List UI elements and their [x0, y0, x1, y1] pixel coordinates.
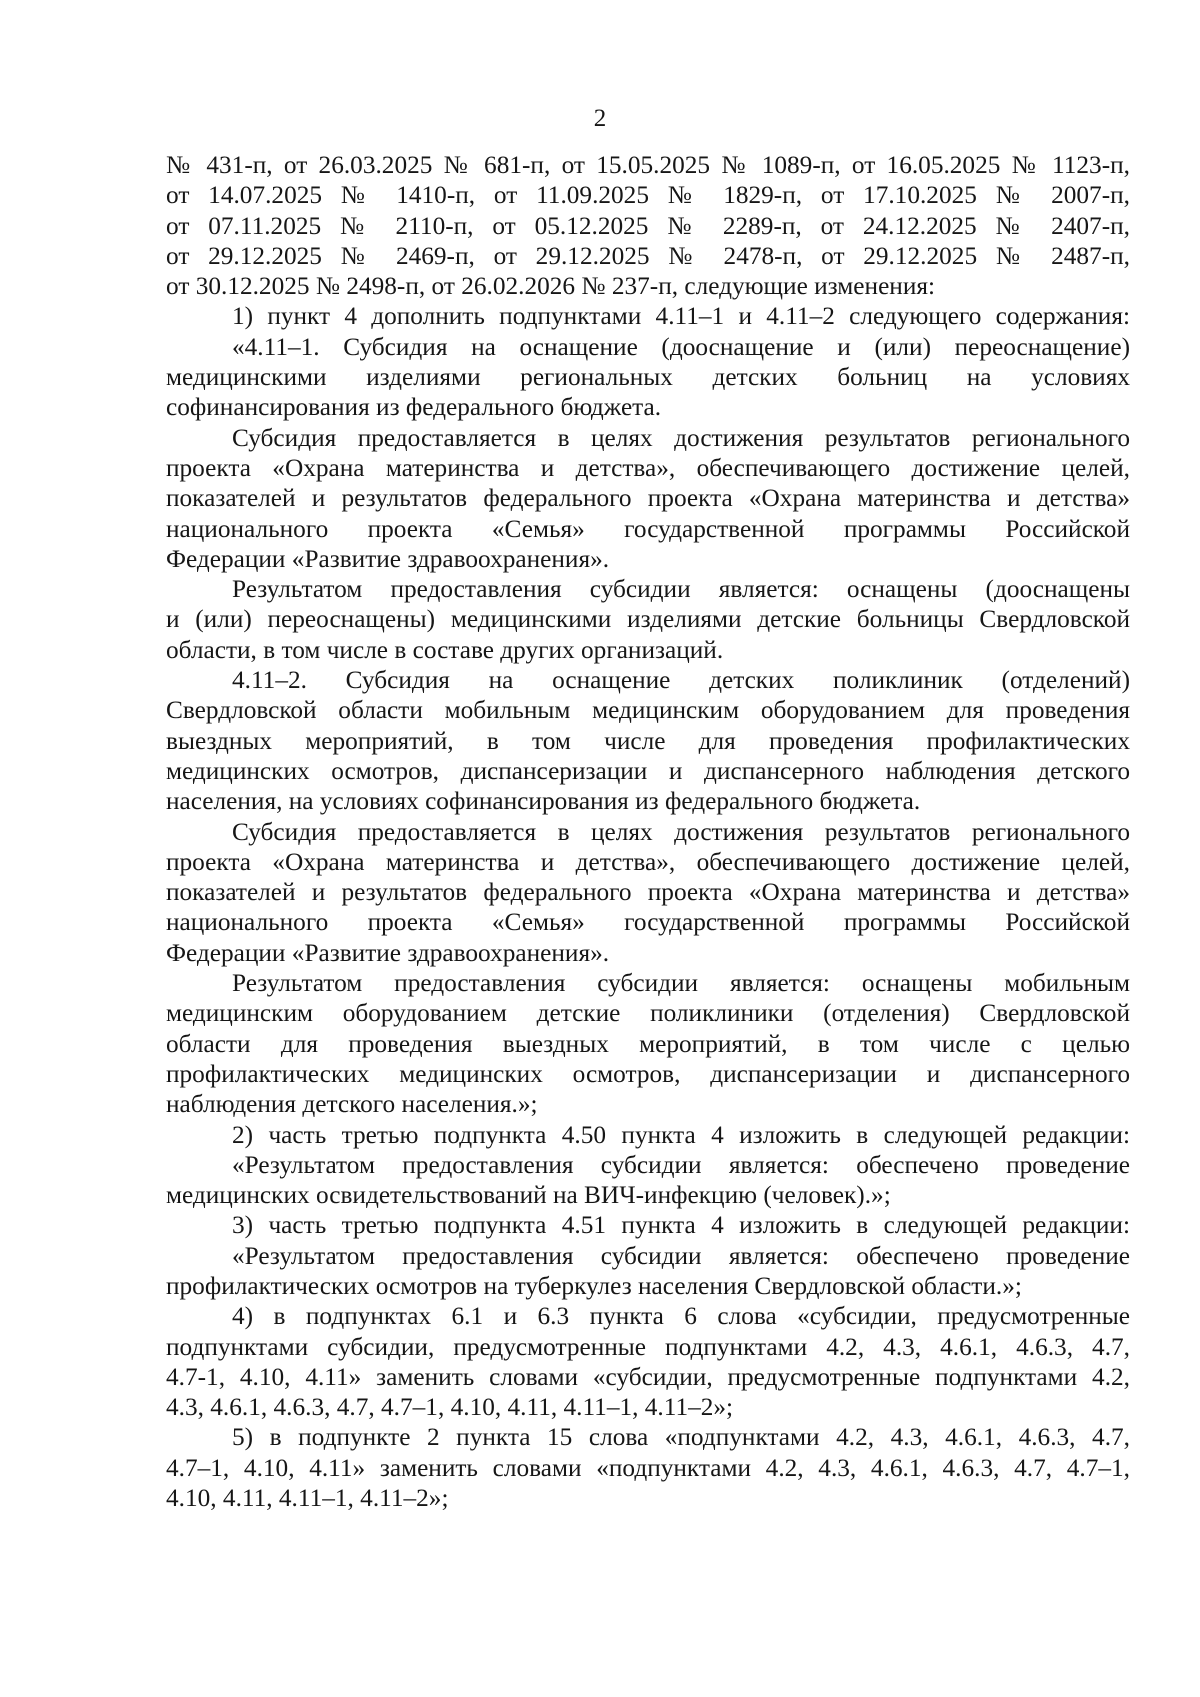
text-line: от 14.07.2025 № 1410-п, от 11.09.2025 № 1829-п, от 17.10.2025 № 2007-п,: [166, 181, 1130, 210]
text-line: выездных мероприятий, в том числе для проведения профилактических: [166, 726, 1130, 755]
text-line: медицинских освидетельствований на ВИЧ-инфекцию (человек).»;: [166, 1181, 891, 1210]
text-line: 4.11–2. Субсидия на оснащение детских поликлиник (отделений): [232, 666, 1130, 695]
text-line: «Результатом предоставления субсидии является: обеспечено проведение: [232, 1241, 1130, 1270]
text-line: 5) в подпункте 2 пункта 15 слова «подпунктами 4.2, 4.3, 4.6.1, 4.6.3, 4.7,: [232, 1423, 1130, 1452]
text-line: 4.3, 4.6.1, 4.6.3, 4.7, 4.7–1, 4.10, 4.11, 4.11–1, 4.11–2»;: [166, 1393, 734, 1422]
text-line: «Результатом предоставления субсидии является: обеспечено проведение: [232, 1150, 1130, 1179]
page-number: 2: [593, 105, 607, 132]
text-line: подпунктами субсидии, предусмотренные подпунктами 4.2, 4.3, 4.6.1, 4.6.3, 4.7,: [166, 1332, 1130, 1361]
text-line: медицинских осмотров, диспансеризации и диспансерного наблюдения детского: [166, 756, 1130, 785]
text-line: области, в том числе в составе других организаций.: [166, 635, 724, 664]
text-line: от 07.11.2025 № 2110-п, от 05.12.2025 № 2289-п, от 24.12.2025 № 2407-п,: [166, 211, 1130, 240]
text-line: Результатом предоставления субсидии является: оснащены (дооснащены: [232, 575, 1130, 604]
text-line: национального проекта «Семья» государственной программы Российской: [166, 514, 1130, 543]
text-line: 4.10, 4.11, 4.11–1, 4.11–2»;: [166, 1484, 449, 1513]
text-line: профилактических осмотров на туберкулез населения Свердловской области.»;: [166, 1271, 1022, 1300]
text-line: 4.7–1, 4.10, 4.11» заменить словами «подпунктами 4.2, 4.3, 4.6.1, 4.6.3, 4.7, 4.7–1,: [166, 1453, 1130, 1482]
text-line: 4.7-1, 4.10, 4.11» заменить словами «субсидии, предусмотренные подпунктами 4.2,: [166, 1362, 1130, 1391]
text-line: 1) пункт 4 дополнить подпунктами 4.11–1 и 4.11–2 следующего содержания:: [232, 302, 1130, 331]
text-line: софинансирования из федерального бюджета.: [166, 393, 662, 422]
text-line: Субсидия предоставляется в целях достижения результатов регионального: [232, 817, 1130, 846]
text-line: от 30.12.2025 № 2498-п, от 26.02.2026 № 237-п, следующие изменения:: [166, 272, 936, 301]
text-line: наблюдения детского населения.»;: [166, 1090, 538, 1119]
text-line: 3) часть третью подпункта 4.51 пункта 4 изложить в следующей редакции:: [232, 1211, 1130, 1240]
text-line: и (или) переоснащены) медицинскими изделиями детские больницы Свердловской: [166, 605, 1130, 634]
text-line: медицинским оборудованием детские поликлиники (отделения) Свердловской: [166, 999, 1130, 1028]
text-line: области для проведения выездных мероприятий, в том числе с целью: [166, 1029, 1130, 1058]
text-line: от 29.12.2025 № 2469-п, от 29.12.2025 № 2478-п, от 29.12.2025 № 2487-п,: [166, 241, 1130, 270]
text-line: показателей и результатов федерального проекта «Охрана материнства и детства»: [166, 878, 1130, 907]
text-line: 2) часть третью подпункта 4.50 пункта 4 изложить в следующей редакции:: [232, 1120, 1130, 1149]
text-line: медицинскими изделиями региональных детских больниц на условиях: [166, 363, 1130, 392]
text-line: 4) в подпунктах 6.1 и 6.3 пункта 6 слова «субсидии, предусмотренные: [232, 1302, 1130, 1331]
text-line: проекта «Охрана материнства и детства», обеспечивающего достижение целей,: [166, 453, 1130, 482]
text-line: Федерации «Развитие здравоохранения».: [166, 938, 610, 967]
text-line: показателей и результатов федерального проекта «Охрана материнства и детства»: [166, 484, 1130, 513]
text-line: Результатом предоставления субсидии является: оснащены мобильным: [232, 969, 1130, 998]
text-line: Субсидия предоставляется в целях достижения результатов регионального: [232, 423, 1130, 452]
text-line: населения, на условиях софинансирования из федерального бюджета.: [166, 787, 921, 816]
text-line: профилактических медицинских осмотров, диспансеризации и диспансерного: [166, 1059, 1130, 1088]
text-line: проекта «Охрана материнства и детства», обеспечивающего достижение целей,: [166, 847, 1130, 876]
document-body: [166, 150, 1130, 1513]
text-line: Федерации «Развитие здравоохранения».: [166, 544, 610, 573]
text-line: национального проекта «Семья» государственной программы Российской: [166, 908, 1130, 937]
text-line: № 431-п, от 26.03.2025 № 681-п, от 15.05.2025 № 1089-п, от 16.05.2025 № 1123-п,: [166, 151, 1130, 179]
text-line: «4.11–1. Субсидия на оснащение (дооснащение и (или) переоснащение): [232, 332, 1130, 361]
text-line: Свердловской области мобильным медицинским оборудованием для проведения: [166, 696, 1130, 725]
